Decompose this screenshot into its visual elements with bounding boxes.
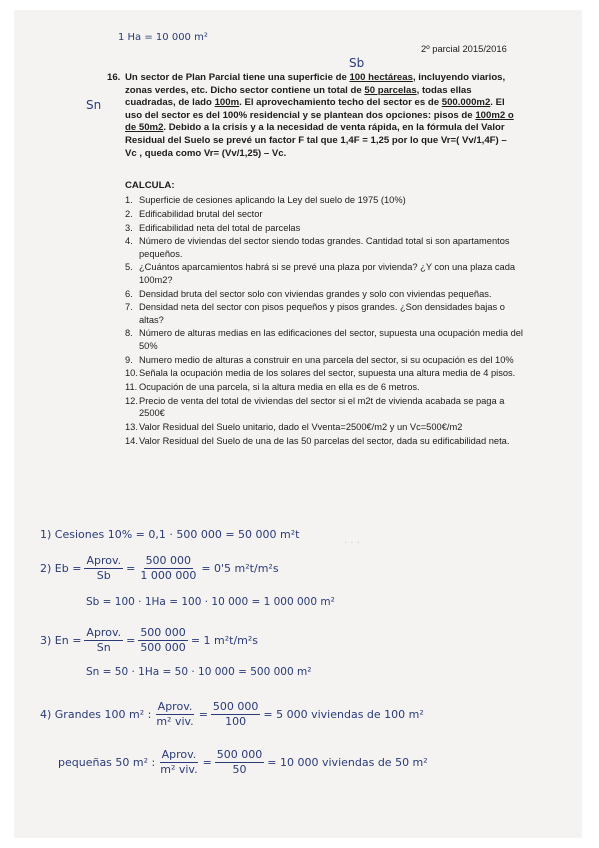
problem-statement: Un sector de Plan Parcial tiene una superficie de 100 hectáreas, incluyendo viarios, zonas verdes, etc. Dicho sector contiene un total de 50 parcelas, todas ellas cuadradas, de lado 100m. El aprovechamiento techo del sector es de 500.000m2. El uso del sector es del 100% residencial y se plantean dos opciones: pisos de 100m2 o de 50m2. Debido a la crisis y a la necesidad de venta rápida, en la fórmula del Valor Residual del Suelo se prevé un factor F tal que 1,4F = 1,25 por lo que Vr=( Vv/1,4F) – Vc , queda como Vr= (Vv/1,25) – Vc. [125,72,514,159]
question-number: 12. [125,395,138,406]
question-item [125,288,525,300]
question-item [125,301,525,326]
question-item [125,222,525,234]
question-text: Señala la ocupación media de los solares del sector, supuesta una altura media de 4 pisos. [139,368,516,379]
question-number: 3. [125,222,133,233]
question-number: 5. [125,262,133,273]
exam-header: 2º parcial 2015/2016 [421,43,507,54]
question-number: 9. [125,354,133,365]
question-item [125,421,525,433]
question-number: 8. [125,328,133,339]
show-through-text: · · · [344,538,360,549]
question-number: 13. [125,422,138,433]
answer-2-sb: Sb = 100 · 1Ha = 100 · 10 000 = 1 000 000 m² [86,596,335,608]
question-text: Valor Residual del Suelo unitario, dado el Vventa=2500€/m2 y un Vc=500€/m2 [139,422,463,433]
question-item [125,381,525,393]
question-item [125,208,525,220]
question-text: Numero medio de alturas a construir en una parcela del sector, si su ocupación es del 10% [139,354,514,365]
question-number: 11. [125,382,138,393]
question-item [125,395,525,420]
question-text: Ocupación de una parcela, si la altura media en ella es de 6 metros. [139,382,420,393]
question-text: Densidad bruta del sector solo con viviendas grandes y solo con viviendas pequeñas. [139,288,492,299]
question-item [125,367,525,379]
question-list [125,194,525,449]
answer-1: 1) Cesiones 10% = 0,1 · 500 000 = 50 000 m²t [40,528,300,541]
question-text: Densidad neta del sector con pisos pequeños y pisos grandes. ¿Son densidades bajas o altas? [139,302,505,325]
question-text: Valor Residual del Suelo de una de las 50 parcelas del sector, dada su edificabilidad neta. [139,435,510,446]
question-text: Edificabilidad brutal del sector [139,208,263,219]
question-number: 2. [125,208,133,219]
question-text: ¿Cuántos aparcamientos habrá si se prevé una plaza por vivienda? ¿Y con una plaza cada 100m2? [139,262,516,285]
answer-3-sn: Sn = 50 · 1Ha = 50 · 10 000 = 500 000 m² [86,666,312,678]
sn-mark: Sn [86,98,102,112]
question-item [125,261,525,286]
question-text: Precio de venta del total de viviendas del sector si el m2t de vivienda acabada se paga a 2500€ [139,395,505,419]
question-item [125,235,525,260]
answer-2: 2) Eb = $\frac{\text{Aprov.}}{Sb}$ = $\frac{500 000}{1 000 000}$ = 0'5 m²t/m²s [40,554,279,582]
problem-number: 16. [107,72,121,83]
question-number: 7. [125,302,133,313]
question-text: Superficie de cesiones aplicando la Ley del suelo de 1975 (10%) [139,195,406,205]
question-text: Edificabilidad neta del total de parcelas [139,222,301,233]
question-number: 10. [125,368,138,379]
top-note: 1 Ha = 10 000 m² [118,32,208,43]
answer-4: 4) Grandes 100 m² : $\frac{\text{Aprov.}}{\text{m² viv.}}$ = $\frac{500 000}{100}$ = 5 000 viviendas de 100 m² [40,700,424,728]
question-item [125,435,525,447]
question-number: 4. [125,236,133,247]
question-text: Número de alturas medias en las edificaciones del sector, supuesta una ocupación media del 50% [139,328,523,351]
answer-3: 3) En = $\frac{\text{Aprov.}}{Sn}$ = $\frac{500 000}{500 000}$ = 1 m²t/m²s [40,626,259,654]
question-number: 14. [125,435,138,446]
question-text: Número de viviendas del sector siendo todas grandes. Cantidad total si son apartamentos pequeños. [139,236,510,259]
question-number: 1. [125,195,133,205]
question-number: 6. [125,288,133,299]
answer-4-small: pequeñas 50 m² : $\frac{\text{Aprov.}}{\text{m² viv.}}$ = $\frac{500 000}{50}$ = 10 000 viviendas de 50 m² [58,748,428,776]
question-item [125,354,525,366]
sb-mark: Sb [349,56,365,70]
question-item [125,327,525,352]
calcula-label: CALCULA: [125,180,175,191]
question-item [125,194,525,206]
